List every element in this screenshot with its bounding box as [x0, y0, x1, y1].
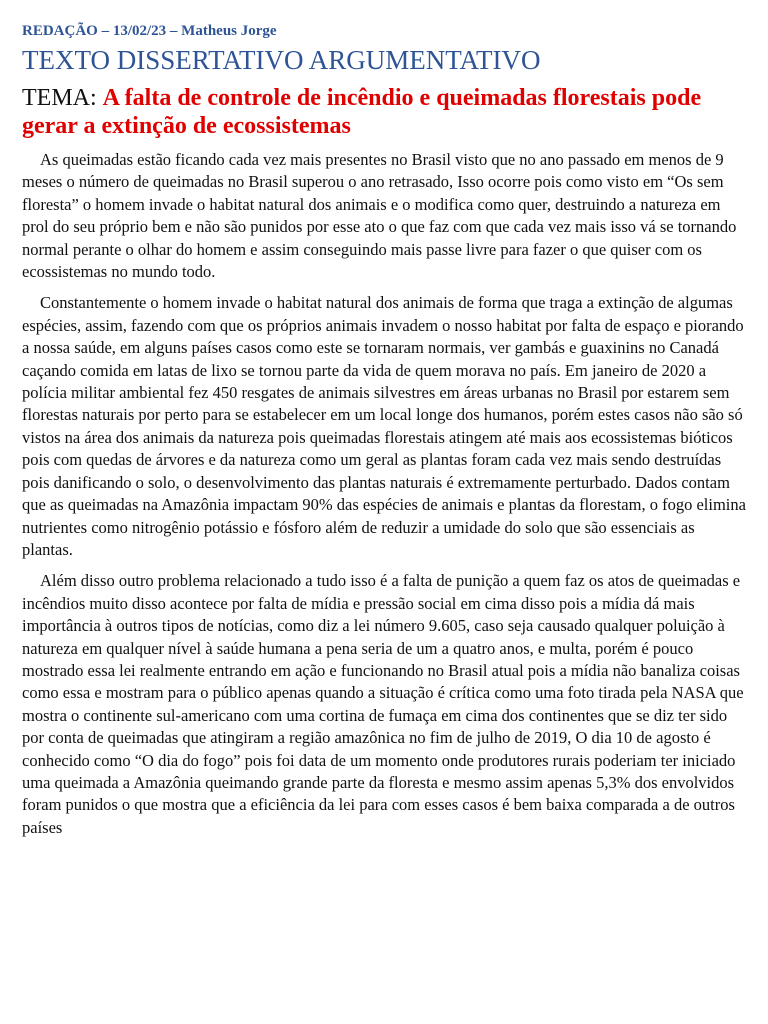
document-header: REDAÇÃO – 13/02/23 – Matheus Jorge — [22, 23, 277, 39]
tema-text: A falta de controle de incêndio e queimadas florestais pode gerar a extinção de ecossistemas — [22, 85, 702, 139]
paragraph-3: Além disso outro problema relacionado a tudo isso é a falta de punição a quem faz os atos de queimadas e incêndios muito disso acontece por falta de mídia e pressão social em cima disso pois a mídia dá mais importância à outros tipos de notícias, como diz a lei número 9.605, caso seja causado qualquer poluição à natureza em qualquer nível à saúde humana a pena seria de um a quatro anos, e multa, porém é pouco mostrado essa lei realmente entrando em ação e funcionando no Brasil atual pois a mídia não banaliza coisas como essa e mostram para o público apenas quando a situação é crítica como uma foto tirada pela NASA que mostra o continente sul-americano com uma cortina de fumaça em cima dos continentes que se diz ter sido por conta de queimadas que atingiram a região amazônica no fim de julho de 2019, O dia 10 de agosto é conhecido como “O dia do fogo” pois foi data de um momento onde produtores rurais poderiam ter iniciado uma queimada a Amazônia queimando grande parte da floresta e mesmo assim apenas 5,3% dos envolvidos foram punidos o que mostra que a eficiência da lei para com esses casos é bem baixa comparada a de outros países — [22, 571, 744, 837]
tema-heading — [22, 84, 748, 140]
paragraph-2: Constantemente o homem invade o habitat natural dos animais de forma que traga a extinção de algumas espécies, assim, fazendo com que os próprios animais invadem o nosso habitat por falta de espaço e piorando a nossa saúde, em alguns países casos como este se tornaram normais, ver gambás e guaxinins no Canadá caçando comida em latas de lixo se tornou parte da vida de quem morava no país. Em janeiro de 2020 a polícia militar ambiental fez 450 resgates de animais silvestres em áreas urbanas no Brasil por estarem sem florestas naturais por perto para se estabelecer em um local longe dos humanos, porém estes casos não são só vistos na área dos animais da natureza pois queimadas florestais atingem até mais aos ecossistemas bióticos pois com quedas de árvores e da natureza como um geral as plantas foram cada vez mais sendo destruídas pois danificando o solo, o desenvolvimento das plantas naturais é extremamente perturbado. Dados contam que as queimadas na Amazônia impactam 90% das espécies de animais e plantas da florestam, o fogo elimina nutrientes como nitrogênio potássio e fósforo além de reduzir a umidade do solo que são essenciais as plantas. — [22, 293, 746, 559]
tema-label: TEMA: — [22, 85, 97, 111]
paragraph-1: As queimadas estão ficando cada vez mais presentes no Brasil visto que no ano passado em menos de 9 meses o número de queimadas no Brasil superou o ano retrasado, Isso ocorre pois como visto em “Os sem floresta” o homem invade o habitat natural dos animais e o modifica como quer, destruindo a natureza em prol do seu próprio bem e não são punidos por esse ato o que faz com que cada vez mais isso vá se tornando normal perante o olhar do homem e assim conseguindo mais passe livre para fazer o que quiser com os ecossistemas no mundo todo. — [22, 150, 737, 282]
document-page — [22, 20, 748, 848]
document-title: TEXTO DISSERTATIVO ARGUMENTATIVO — [22, 45, 541, 75]
